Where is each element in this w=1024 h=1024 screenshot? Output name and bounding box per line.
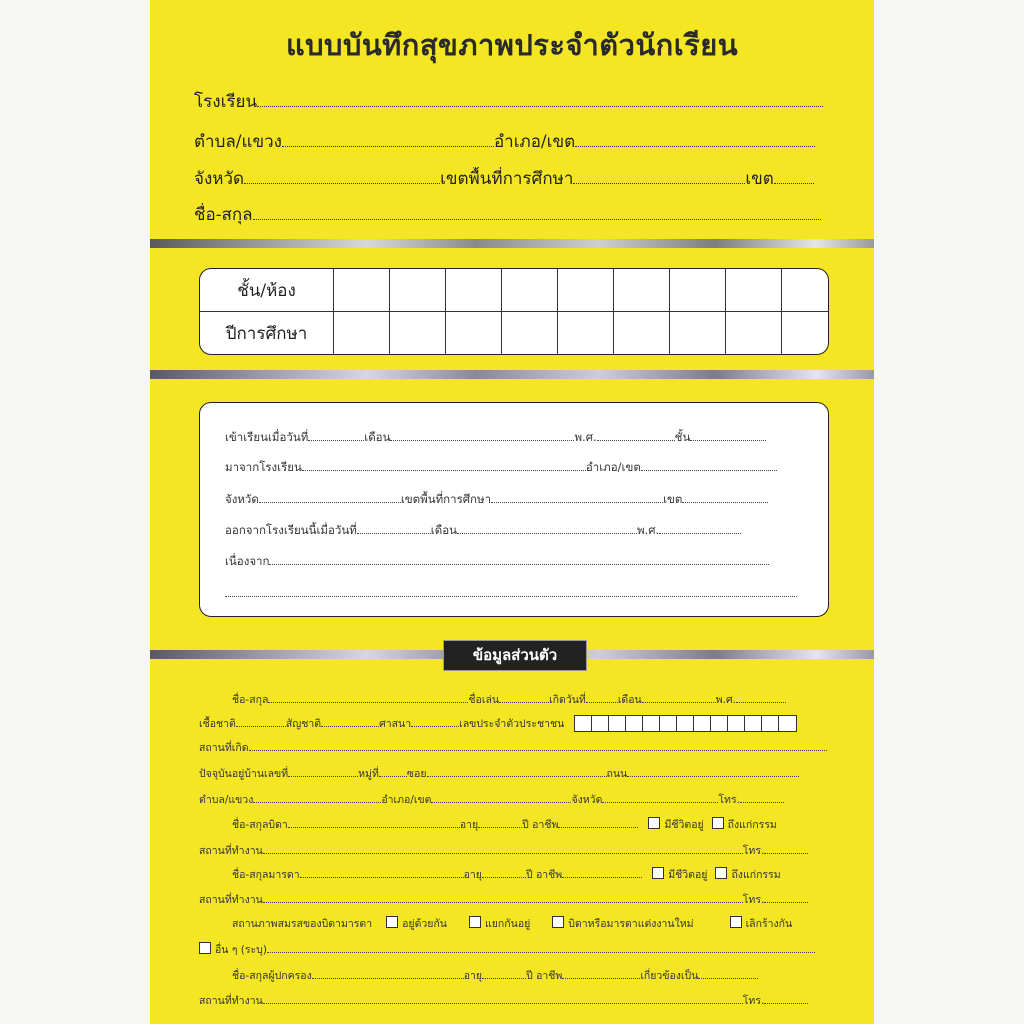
guardian-work-label: สถานที่ทำงาน [199, 995, 263, 1007]
mother-deceased-checkbox[interactable] [715, 867, 727, 879]
name-label: ชื่อ-สกุล [194, 205, 253, 225]
p-province-field[interactable] [602, 790, 718, 803]
p-tel-label: โทร. [718, 794, 740, 806]
from-province-field[interactable] [259, 490, 401, 503]
from-province-label: จังหวัด [225, 492, 259, 506]
leave-date-line [225, 520, 798, 540]
class-year-grid [200, 269, 828, 354]
reason-line-2 [225, 583, 798, 603]
divider-band [150, 239, 874, 248]
table-cell[interactable] [669, 269, 725, 312]
subdistrict-line [194, 130, 832, 154]
district-label: อำเภอ/เขต [493, 132, 576, 152]
p-tel-field[interactable] [740, 790, 784, 803]
class-row-label: ชั้น/ห้อง [200, 269, 334, 312]
father-label: ชื่อ-สกุลบิดา [232, 819, 288, 831]
name-field[interactable] [253, 203, 821, 220]
district-field[interactable] [575, 130, 815, 147]
marital-separated-checkbox[interactable] [469, 916, 481, 928]
soi-label: ซอย [406, 768, 427, 780]
table-cell[interactable] [613, 312, 669, 355]
p-name-label: ชื่อ-สกุล [232, 694, 269, 706]
mother-job-label: ปี อาชีพ [525, 869, 563, 881]
table-cell[interactable] [334, 312, 390, 355]
guardian-tel-field[interactable] [764, 991, 808, 1004]
mother-alive-label: มีชีวิตอยู่ [668, 869, 708, 881]
table-cell[interactable] [781, 312, 828, 355]
marital-other-field[interactable] [267, 940, 815, 953]
guardian-work-field[interactable] [263, 991, 743, 1004]
mother-tel-field[interactable] [764, 890, 808, 903]
father-line [232, 815, 832, 833]
race-label: เชื้อชาติ [199, 718, 236, 730]
enroll-month-field[interactable] [390, 428, 574, 441]
father-alive-label: มีชีวิตอยู่ [664, 819, 704, 831]
reason-label: เนื่องจาก [225, 554, 270, 568]
nationality-label: สัญชาติ [285, 718, 322, 730]
father-work-line [199, 841, 808, 859]
from-edu-area-field[interactable] [491, 490, 663, 503]
mother-field[interactable] [300, 865, 464, 878]
leave-month-label: เดือน [430, 523, 457, 537]
province-line [194, 167, 832, 191]
father-job-field[interactable] [558, 815, 638, 828]
enroll-year-field[interactable] [597, 428, 675, 441]
marital-together-checkbox[interactable] [386, 916, 398, 928]
father-deceased-checkbox[interactable] [712, 817, 724, 829]
guardian-relation-label: เกี่ยวข้องเป็น [640, 970, 699, 982]
marital-separated-label: แยกกันอยู่ [485, 918, 531, 930]
section-badge: ข้อมูลส่วนตัว [443, 640, 587, 671]
father-age-label: อายุ [459, 819, 479, 831]
mother-tel-label: โทร. [742, 894, 765, 906]
subdistrict-label: ตำบล/แขวง [194, 132, 282, 152]
table-cell[interactable] [557, 312, 613, 355]
zone-label: เขต [745, 169, 774, 189]
leave-year-field[interactable] [659, 521, 741, 534]
table-cell[interactable] [781, 269, 828, 312]
moo-field[interactable] [379, 764, 407, 777]
father-field[interactable] [288, 815, 460, 828]
id-digit-box[interactable] [745, 716, 762, 731]
year-row-label: ปีการศึกษา [200, 312, 334, 355]
road-label: ถนน [606, 768, 628, 780]
edu-area-field[interactable] [573, 167, 745, 184]
marital-divorced-checkbox[interactable] [730, 916, 742, 928]
table-cell[interactable] [501, 269, 557, 312]
subdistrict-p-line [199, 790, 784, 808]
marital-other-line [199, 940, 815, 958]
leave-day-field[interactable] [357, 521, 431, 534]
table-cell[interactable] [389, 269, 445, 312]
guardian-tel-label: โทร. [742, 995, 765, 1007]
guardian-label: ชื่อ-สกุลผู้ปกครอง [232, 970, 312, 982]
class-year-table [199, 268, 829, 355]
from-zone-field[interactable] [682, 490, 768, 503]
mother-alive-checkbox[interactable] [652, 867, 664, 879]
from-school-line [225, 457, 798, 477]
table-cell[interactable] [613, 269, 669, 312]
form-page [150, 0, 874, 1024]
leave-date-label: ออกจากโรงเรียนนี้เมื่อวันที่ [225, 523, 357, 537]
p-month-label: เดือน [617, 694, 642, 706]
p-province-label: จังหวัด [571, 794, 603, 806]
id-digit-box[interactable] [643, 716, 660, 731]
guardian-age-field[interactable] [482, 966, 526, 979]
guardian-field[interactable] [312, 966, 464, 979]
marital-label: สถานภาพสมรสของบิดามารดา [232, 918, 373, 930]
p-be-label: พ.ศ. [715, 694, 736, 706]
marital-line [232, 915, 832, 933]
province-field[interactable] [244, 167, 440, 184]
enroll-grade-label: ชั้น [674, 430, 691, 444]
religion-field[interactable] [411, 714, 459, 727]
marital-remarried-label: บิดาหรือมารดาแต่งงานใหม่ [568, 918, 694, 930]
reason-field[interactable] [269, 552, 769, 565]
id-label: เลขประจำตัวประชาชน [459, 718, 565, 730]
p-subdistrict-label: ตำบล/แขวง [199, 794, 254, 806]
id-digit-box[interactable] [728, 716, 745, 731]
enroll-date-label: เข้าเรียนเมื่อวันที่ [225, 430, 309, 444]
from-school-label: มาจากโรงเรียน [225, 460, 302, 474]
guardian-job-field[interactable] [562, 966, 640, 979]
father-age-field[interactable] [478, 815, 522, 828]
road-field[interactable] [627, 764, 799, 777]
p-month-field[interactable] [642, 690, 716, 703]
enroll-year-label: พ.ศ. [574, 430, 597, 444]
father-work-field[interactable] [263, 841, 743, 854]
mother-age-field[interactable] [482, 865, 526, 878]
enroll-day-field[interactable] [308, 428, 364, 441]
name-line [194, 203, 832, 227]
religion-label: ศาสนา [379, 718, 412, 730]
enrollment-box [199, 402, 829, 617]
father-tel-label: โทร. [742, 845, 765, 857]
birthplace-field[interactable] [249, 738, 827, 751]
school-field[interactable] [257, 90, 823, 107]
address-line [199, 764, 799, 782]
birthplace-label: สถานที่เกิด [199, 742, 249, 754]
moo-label: หมู่ที่ [358, 768, 379, 780]
marital-other-checkbox[interactable] [199, 942, 211, 954]
id-digit-box[interactable] [609, 716, 626, 731]
from-school-field[interactable] [302, 458, 586, 471]
divider-band [150, 370, 874, 379]
id-digit-box[interactable] [592, 716, 609, 731]
p-be-field[interactable] [736, 690, 786, 703]
address-no-field[interactable] [288, 764, 358, 777]
table-cell[interactable] [389, 312, 445, 355]
enroll-date-line [225, 427, 798, 447]
mother-age-label: อายุ [463, 869, 482, 881]
id-digit-box[interactable] [660, 716, 677, 731]
school-label: โรงเรียน [194, 92, 258, 112]
p-born-label: เกิดวันที่ [549, 694, 586, 706]
marital-other-label: อื่น ๆ (ระบุ) [215, 944, 267, 956]
subdistrict-field[interactable] [282, 130, 494, 147]
id-digit-box[interactable] [762, 716, 779, 731]
p-name-field[interactable] [268, 690, 468, 703]
guardian-job-label: ปี อาชีพ [526, 970, 563, 982]
marital-remarried-checkbox[interactable] [552, 916, 564, 928]
birthplace-line [199, 738, 827, 756]
p-district-field[interactable] [431, 790, 571, 803]
edu-area-label: เขตพื้นที่การศึกษา [440, 169, 574, 189]
from-zone-label: เขต [663, 492, 683, 506]
mother-label: ชื่อ-สกุลมารดา [232, 869, 300, 881]
p-born-field[interactable] [586, 690, 618, 703]
guardian-work-line [199, 991, 808, 1009]
mother-work-field[interactable] [263, 890, 743, 903]
enroll-month-label: เดือน [364, 430, 391, 444]
race-field[interactable] [236, 714, 286, 727]
from-district-field[interactable] [641, 458, 777, 471]
soi-field[interactable] [427, 764, 607, 777]
p-nickname-label: ชื่อเล่น [468, 694, 500, 706]
year-row [200, 312, 828, 355]
guardian-age-label: อายุ [463, 970, 483, 982]
mother-job-field[interactable] [562, 865, 642, 878]
marital-together-label: อยู่ด้วยกัน [402, 918, 447, 930]
reason-field-2[interactable] [225, 584, 797, 597]
p-district-label: อำเภอ/เขต [381, 794, 432, 806]
guardian-line [232, 966, 758, 984]
father-deceased-label: ถึงแก่กรรม [727, 819, 777, 831]
table-cell[interactable] [725, 269, 781, 312]
table-cell[interactable] [501, 312, 557, 355]
mother-work-line [199, 890, 808, 908]
father-job-label: ปี อาชีพ [522, 819, 559, 831]
mother-line [232, 865, 832, 883]
marital-divorced-label: เลิกร้างกัน [745, 918, 793, 930]
form-title: แบบบันทึกสุขภาพประจำตัวนักเรียน [285, 28, 739, 62]
table-cell[interactable] [557, 269, 613, 312]
address-no-label: ปัจจุบันอยู่บ้านเลขที่ [199, 768, 289, 780]
guardian-relation-field[interactable] [698, 966, 758, 979]
from-province-line [225, 489, 798, 509]
table-cell[interactable] [445, 312, 501, 355]
father-alive-checkbox[interactable] [648, 817, 660, 829]
personal-name-line [232, 690, 786, 708]
leave-year-label: พ.ศ. [636, 523, 660, 537]
id-digit-box[interactable] [694, 716, 711, 731]
id-digit-box[interactable] [779, 716, 796, 731]
mother-deceased-label: ถึงแก่กรรม [731, 869, 781, 881]
father-tel-field[interactable] [764, 841, 808, 854]
school-line [194, 90, 832, 114]
father-work-label: สถานที่ทำงาน [199, 845, 263, 857]
zone-field[interactable] [774, 167, 814, 184]
id-digit-box[interactable] [677, 716, 694, 731]
from-edu-area-label: เขตพื้นที่การศึกษา [400, 492, 492, 506]
reason-line [225, 551, 798, 571]
table-cell[interactable] [445, 269, 501, 312]
from-district-label: อำเภอ/เขต [585, 460, 641, 474]
race-line [199, 714, 797, 732]
table-cell[interactable] [725, 312, 781, 355]
class-row [200, 269, 828, 312]
province-label: จังหวัด [194, 169, 245, 189]
p-nickname-field[interactable] [499, 690, 549, 703]
id-digit-box[interactable] [575, 716, 592, 731]
table-cell[interactable] [334, 269, 390, 312]
table-cell[interactable] [669, 312, 725, 355]
mother-work-label: สถานที่ทำงาน [199, 894, 263, 906]
leave-month-field[interactable] [457, 521, 637, 534]
nationality-field[interactable] [321, 714, 379, 727]
enroll-grade-field[interactable] [690, 428, 766, 441]
id-digit-box[interactable] [626, 716, 643, 731]
id-number-boxes[interactable] [574, 715, 797, 732]
id-digit-box[interactable] [711, 716, 728, 731]
p-subdistrict-field[interactable] [253, 790, 381, 803]
